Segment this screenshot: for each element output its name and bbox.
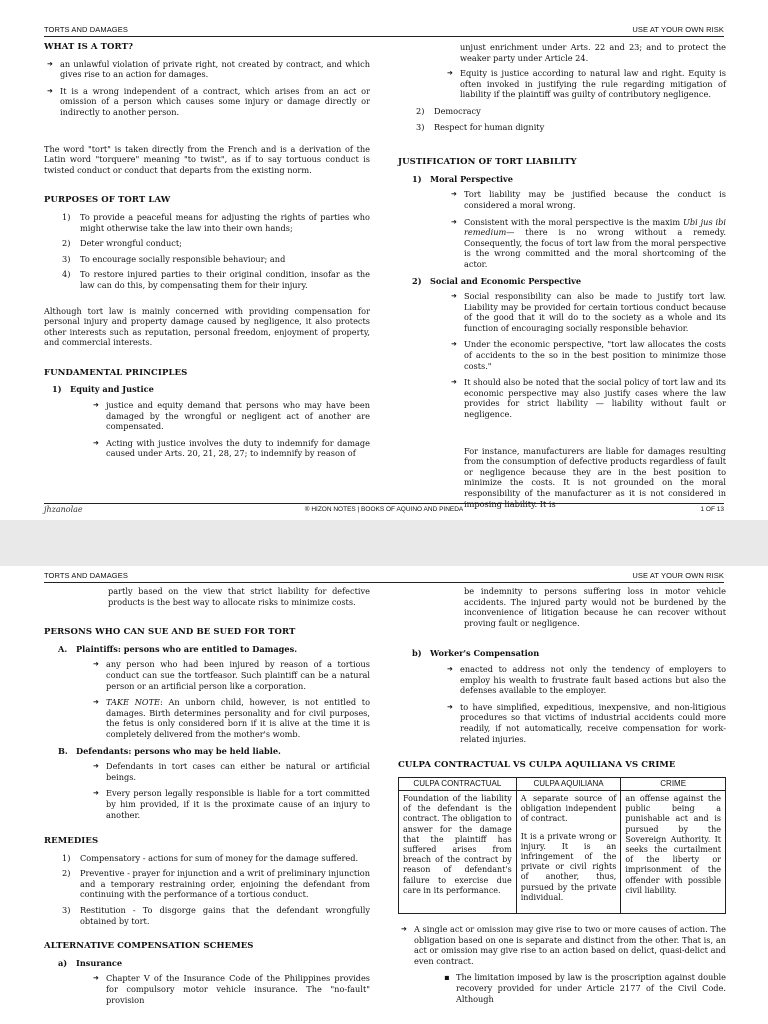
table-row — [399, 790, 726, 913]
list-item: 2) Deter wrongful conduct; — [62, 238, 182, 249]
subheading: A. Plaintiffs: persons who are entitled to Damages. — [58, 643, 298, 654]
subheading: b) Worker's Compensation — [412, 648, 540, 659]
footer-credit: ® HIZON NOTES | BOOKS OF AQUINO AND PINEDA — [304, 506, 464, 513]
subheading: B. Defendants: persons who may be held liable. — [58, 745, 281, 756]
paragraph-continued: partly based on the view that strict liability for defective products is the best way to allocate risks to minimize costs. — [108, 586, 370, 607]
page1-left-column — [44, 42, 370, 465]
list-item: 3) Restitution - To disgorge gains that the defendant wrongfully obtained by tort. — [62, 905, 370, 926]
bullet: ➜ It should also be noted that the social policy of tort law and its economic perspective may also justify cases where the law provides for strict liability — liability without fault or negligence. — [450, 377, 726, 419]
page1-right-column — [398, 42, 726, 509]
header-right: USE AT YOUR OWN RISK — [632, 571, 724, 580]
bullet: ➜ justice and equity demand that persons who may have been damaged by the wrongful or negligent act of another are compensated. — [92, 400, 370, 432]
bullet: ➜ Equity is justice according to natural law and right. Equity is often invoked in justifying the rule regarding mitigation of liability if the plaintiff was guilty of contributory negligence. — [446, 68, 726, 100]
bullet: ➜ Chapter V of the Insurance Code of the Philippines provides for compulsory motor vehicle insurance. The "no-fault" provision — [92, 973, 370, 1005]
page2-left-column — [44, 586, 370, 1011]
table-header: CULPA AQUILIANA — [516, 777, 621, 790]
table-cell: A separate source of obligation independent of contract. It is a private wrong or injury. It is an infringement of the private or civil rights of another, thus, pursued by the private individual. — [516, 790, 621, 913]
paragraph: Although tort law is mainly concerned with providing compensation for personal injury and property damage caused by negligence, it also protects other interests such as reputation, personal freedom, enjoyment of property, and commercial interests. — [44, 305, 370, 348]
list-item: 1) Compensatory - actions for sum of money for the damage suffered. — [62, 852, 359, 863]
page-footer — [44, 503, 724, 516]
paragraph: The word "tort" is taken directly from the French and is a derivation of the Latin word "torquere" meaning "to twist", as if to say tortuous conduct is twisted conduct or conduct that departs from the existing norm. — [44, 143, 370, 175]
header-left: TORTS AND DAMAGES — [44, 25, 128, 34]
heading-alternative-compensation: ALTERNATIVE COMPENSATION SCHEMES — [44, 941, 254, 952]
list-item: 1) To provide a peaceful means for adjusting the rights of parties who might otherwise take the law into their own hands; — [62, 211, 370, 233]
heading-fundamental-principles: FUNDAMENTAL PRINCIPLES — [44, 367, 188, 378]
heading-persons: PERSONS WHO CAN SUE AND BE SUED FOR TORT — [44, 627, 296, 638]
paragraph-continued: unjust enrichment under Arts. 22 and 23; and to protect the weaker party under Article 24. — [460, 42, 726, 63]
page-header — [44, 24, 724, 37]
header-left: TORTS AND DAMAGES — [44, 571, 128, 580]
list-item: 4) To restore injured parties to their original condition, insofar as the law can do this, by compensating them for their injury. — [62, 269, 370, 290]
table-header: CULPA CONTRACTUAL — [399, 777, 517, 790]
subheading: a) Insurance — [58, 957, 123, 968]
table-cell: an offense against the public being a punishable act and is pursued by the Sovereign Authority. It seeks the curtailment of the liberty or imprisonment of the offender with possible civil liability. — [621, 790, 726, 913]
list-item: 2) Democracy — [416, 105, 481, 116]
bullet: ➜ Social responsibility can also be made to justify tort law. Liability may be provided for certain tortious conduct because of the good that it will do to the society as a whole and its function of encouraging socially responsible behavior. — [450, 291, 726, 333]
page-number: 1 OF 13 — [700, 506, 724, 513]
bullet: ➜ enacted to address not only the tendency of employers to employ his wealth to frustrate fault based actions but also the defenses available to the employer. — [446, 664, 726, 696]
bullet: ➜ Under the economic perspective, "tort law allocates the costs of accidents to the so in the best position to minimize those costs." — [450, 339, 726, 371]
subheading: 2) Social and Economic Perspective — [412, 275, 582, 286]
page-header — [44, 570, 724, 583]
bullet: ➜ Consistent with the moral perspective is the maxim Ubi jus ibi remedium— there is no wrong without a remedy. Consequently, the focus of tort law from the moral perspective is the wrong committed and the moral shortcoming of the actor. — [450, 217, 726, 270]
header-right: USE AT YOUR OWN RISK — [632, 25, 724, 34]
culpa-comparison-table — [398, 777, 726, 914]
bullet: ➜ A single act or omission may give rise to two or more causes of action. The obligation based on one is separate and distinct from the other. That is, an act or omission may give rise to an action based on delict, quasi-delict and even contract. — [400, 924, 726, 966]
list-item: 3) Respect for human dignity — [416, 121, 545, 132]
subheading: 1) Equity and Justice — [52, 384, 154, 395]
bullet: ➜ Acting with justice involves the duty to indemnify for damage caused under Arts. 20, 21, 28, 27; to indemnify by reason of — [92, 438, 370, 459]
bullet: ➜ Defendants in tort cases can either be natural or artificial beings. — [92, 761, 370, 782]
list-item: 3) To encourage socially responsible behaviour; and — [62, 253, 286, 264]
heading-remedies: REMEDIES — [44, 836, 99, 847]
heading-purposes: PURPOSES OF TORT LAW — [44, 195, 171, 206]
sub-bullet: ▪ The limitation imposed by law is the proscription against double recovery provided for under Article 2177 of the Civil Code. Although — [442, 972, 726, 1004]
paragraph: For instance, manufacturers are liable for damages resulting from the consumption of defective products regardless of fault or negligence because they are in the best position to minimize the costs. It is not grounded on the moral responsibility of the manufacturer as it is not considered in imposing liability. It is — [464, 445, 726, 509]
table-cell: Foundation of the liability of the defendant is the contract. The obligation to answer for the damage that the plaintiff has suffered arises from breach of the contract by reason of defendant's failure to exercise due care in its performance. — [399, 790, 517, 913]
list-item: 2) Preventive - prayer for injunction and a writ of preliminary injunction and a temporary restraining order, enjoining the defendant from continuing with the performance of a tortious conduct. — [62, 868, 370, 900]
heading-what-is-tort: WHAT IS A TORT? — [44, 42, 134, 52]
signature: jhzanolae — [44, 505, 83, 514]
bullet: ➜ Every person legally responsible is liable for a tort committed by him provided, if it is the proximate cause of an injury to another. — [92, 788, 370, 820]
subheading: 1) Moral Perspective — [412, 173, 513, 184]
bullet: ➜ TAKE NOTE: An unborn child, however, is not entitled to damages. Birth determines personality and for civil purposes, the fetus is only considered born if it is alive at the time it is completely delivered from the mother's womb. — [92, 697, 370, 739]
bullet: ➜ Tort liability may be justified because the conduct is considered a moral wrong. — [450, 189, 726, 210]
heading-culpa-comparison: CULPA CONTRACTUAL VS CULPA AQUILIANA VS CRIME — [398, 760, 676, 771]
heading-justification: JUSTIFICATION OF TORT LIABILITY — [398, 157, 577, 168]
table-header: CRIME — [621, 777, 726, 790]
bullet: ➜ an unlawful violation of private right, not created by contract, and which gives rise to an action for damages. — [46, 59, 370, 80]
table-header-row — [399, 777, 726, 790]
bullet: ➜ It is a wrong independent of a contract, which arises from an act or omission of a person which causes some injury or damage directly or indirectly to another person. — [46, 86, 370, 118]
bullet: ➜ to have simplified, expeditious, inexpensive, and non-litigious procedures so that victims of industrial accidents could more readily, if not automatically, receive compensation for work-related injuries. — [446, 702, 726, 744]
paragraph-continued: be indemnity to persons suffering loss in motor vehicle accidents. The injured party would not be burdened by the inconvenience of litigation because he can recover without proving fault or negligence. — [464, 586, 726, 628]
page2-right-column — [398, 586, 726, 1004]
bullet: ➜ any person who had been injured by reason of a tortious conduct can sue the tortfeasor. Such plaintiff can be a natural person or an artificial person like a corporation. — [92, 659, 370, 691]
